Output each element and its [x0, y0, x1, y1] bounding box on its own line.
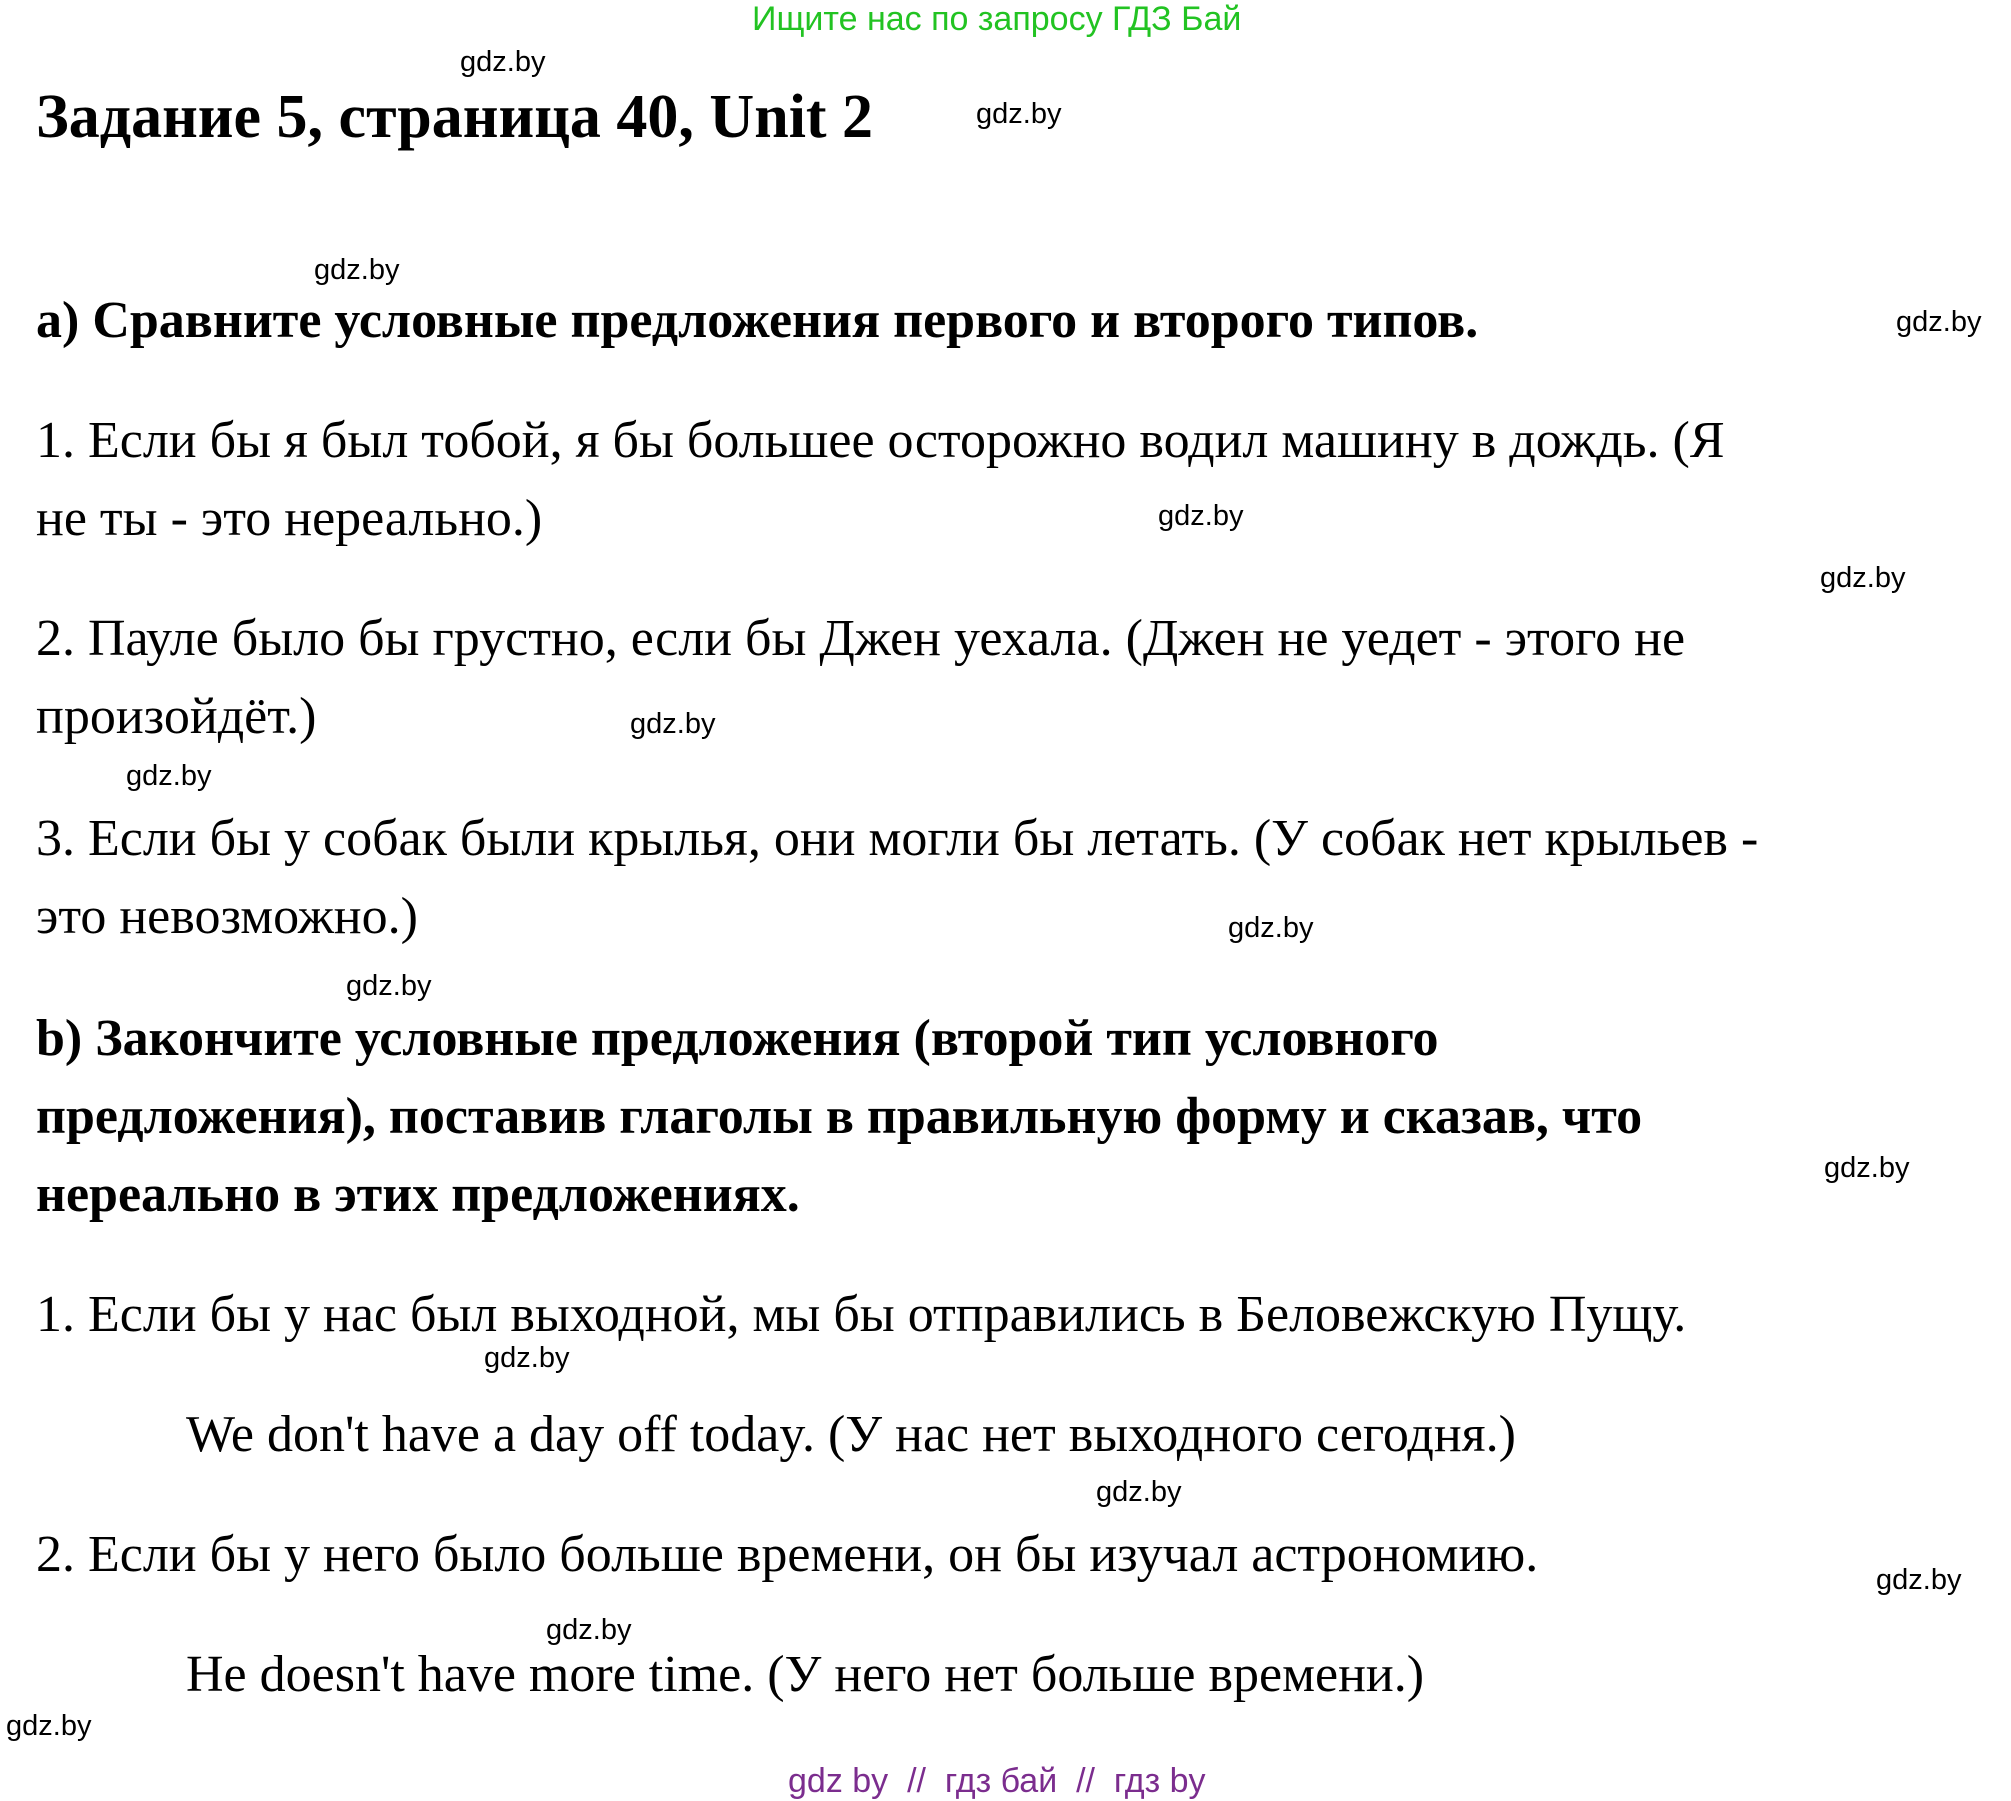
section-b-item-1-sentence: 1. Если бы у нас был выходной, мы бы отправились в Беловежскую Пущу. [36, 1286, 1687, 1343]
watermark: gdz.by [346, 970, 432, 1002]
section-a-item-2-line-1: 2. Пауле было бы грустно, если бы Джен уехала. (Джен не уедет - этого не [36, 610, 1686, 667]
section-b-item-1-answer: We don't have a day off today. (У нас нет выходного сегодня.) [186, 1406, 1516, 1463]
watermark: gdz.by [1896, 306, 1982, 338]
section-b-heading-line-1: b) Закончите условные предложения (второй тип условного [36, 1010, 1439, 1067]
watermark: gdz.by [1228, 912, 1314, 944]
section-b-item-2-sentence: 2. Если бы у него было больше времени, он бы изучал астрономию. [36, 1526, 1539, 1583]
watermark: gdz.by [630, 708, 716, 740]
watermark: gdz.by [1096, 1476, 1182, 1508]
section-b-item-2-answer: He doesn't have more time. (У него нет больше времени.) [186, 1646, 1425, 1703]
section-a-item-2-line-2: произойдёт.) [36, 688, 317, 745]
watermark: gdz.by [546, 1614, 632, 1646]
watermark: gdz.by [1158, 500, 1244, 532]
section-a-heading: a) Сравните условные предложения первого и второго типов. [36, 292, 1479, 349]
watermark: gdz.by [460, 46, 546, 78]
watermark: gdz.by [126, 760, 212, 792]
section-a-item-3-line-2: это невозможно.) [36, 888, 418, 945]
watermark: gdz.by [314, 254, 400, 286]
top-banner: Ищите нас по запросу ГДЗ Бай [752, 0, 1242, 38]
watermark: gdz.by [484, 1342, 570, 1374]
page-title: Задание 5, страница 40, Unit 2 [36, 83, 874, 151]
watermark: gdz.by [1820, 562, 1906, 594]
footer-text: gdz by // гдз бай // гдз by [788, 1762, 1206, 1800]
watermark: gdz.by [1824, 1152, 1910, 1184]
section-a-item-1-line-1: 1. Если бы я был тобой, я бы большее осторожно водил машину в дождь. (Я [36, 412, 1725, 469]
section-b-heading-line-3: нереально в этих предложениях. [36, 1166, 800, 1223]
section-a-item-1-line-2: не ты - это нереально.) [36, 490, 543, 547]
watermark: gdz.by [6, 1710, 92, 1742]
watermark: gdz.by [1876, 1564, 1962, 1596]
section-b-heading-line-2: предложения), поставив глаголы в правильную форму и сказав, что [36, 1088, 1643, 1145]
section-a-item-3-line-1: 3. Если бы у собак были крылья, они могли бы летать. (У собак нет крыльев - [36, 810, 1759, 867]
watermark: gdz.by [976, 98, 1062, 130]
